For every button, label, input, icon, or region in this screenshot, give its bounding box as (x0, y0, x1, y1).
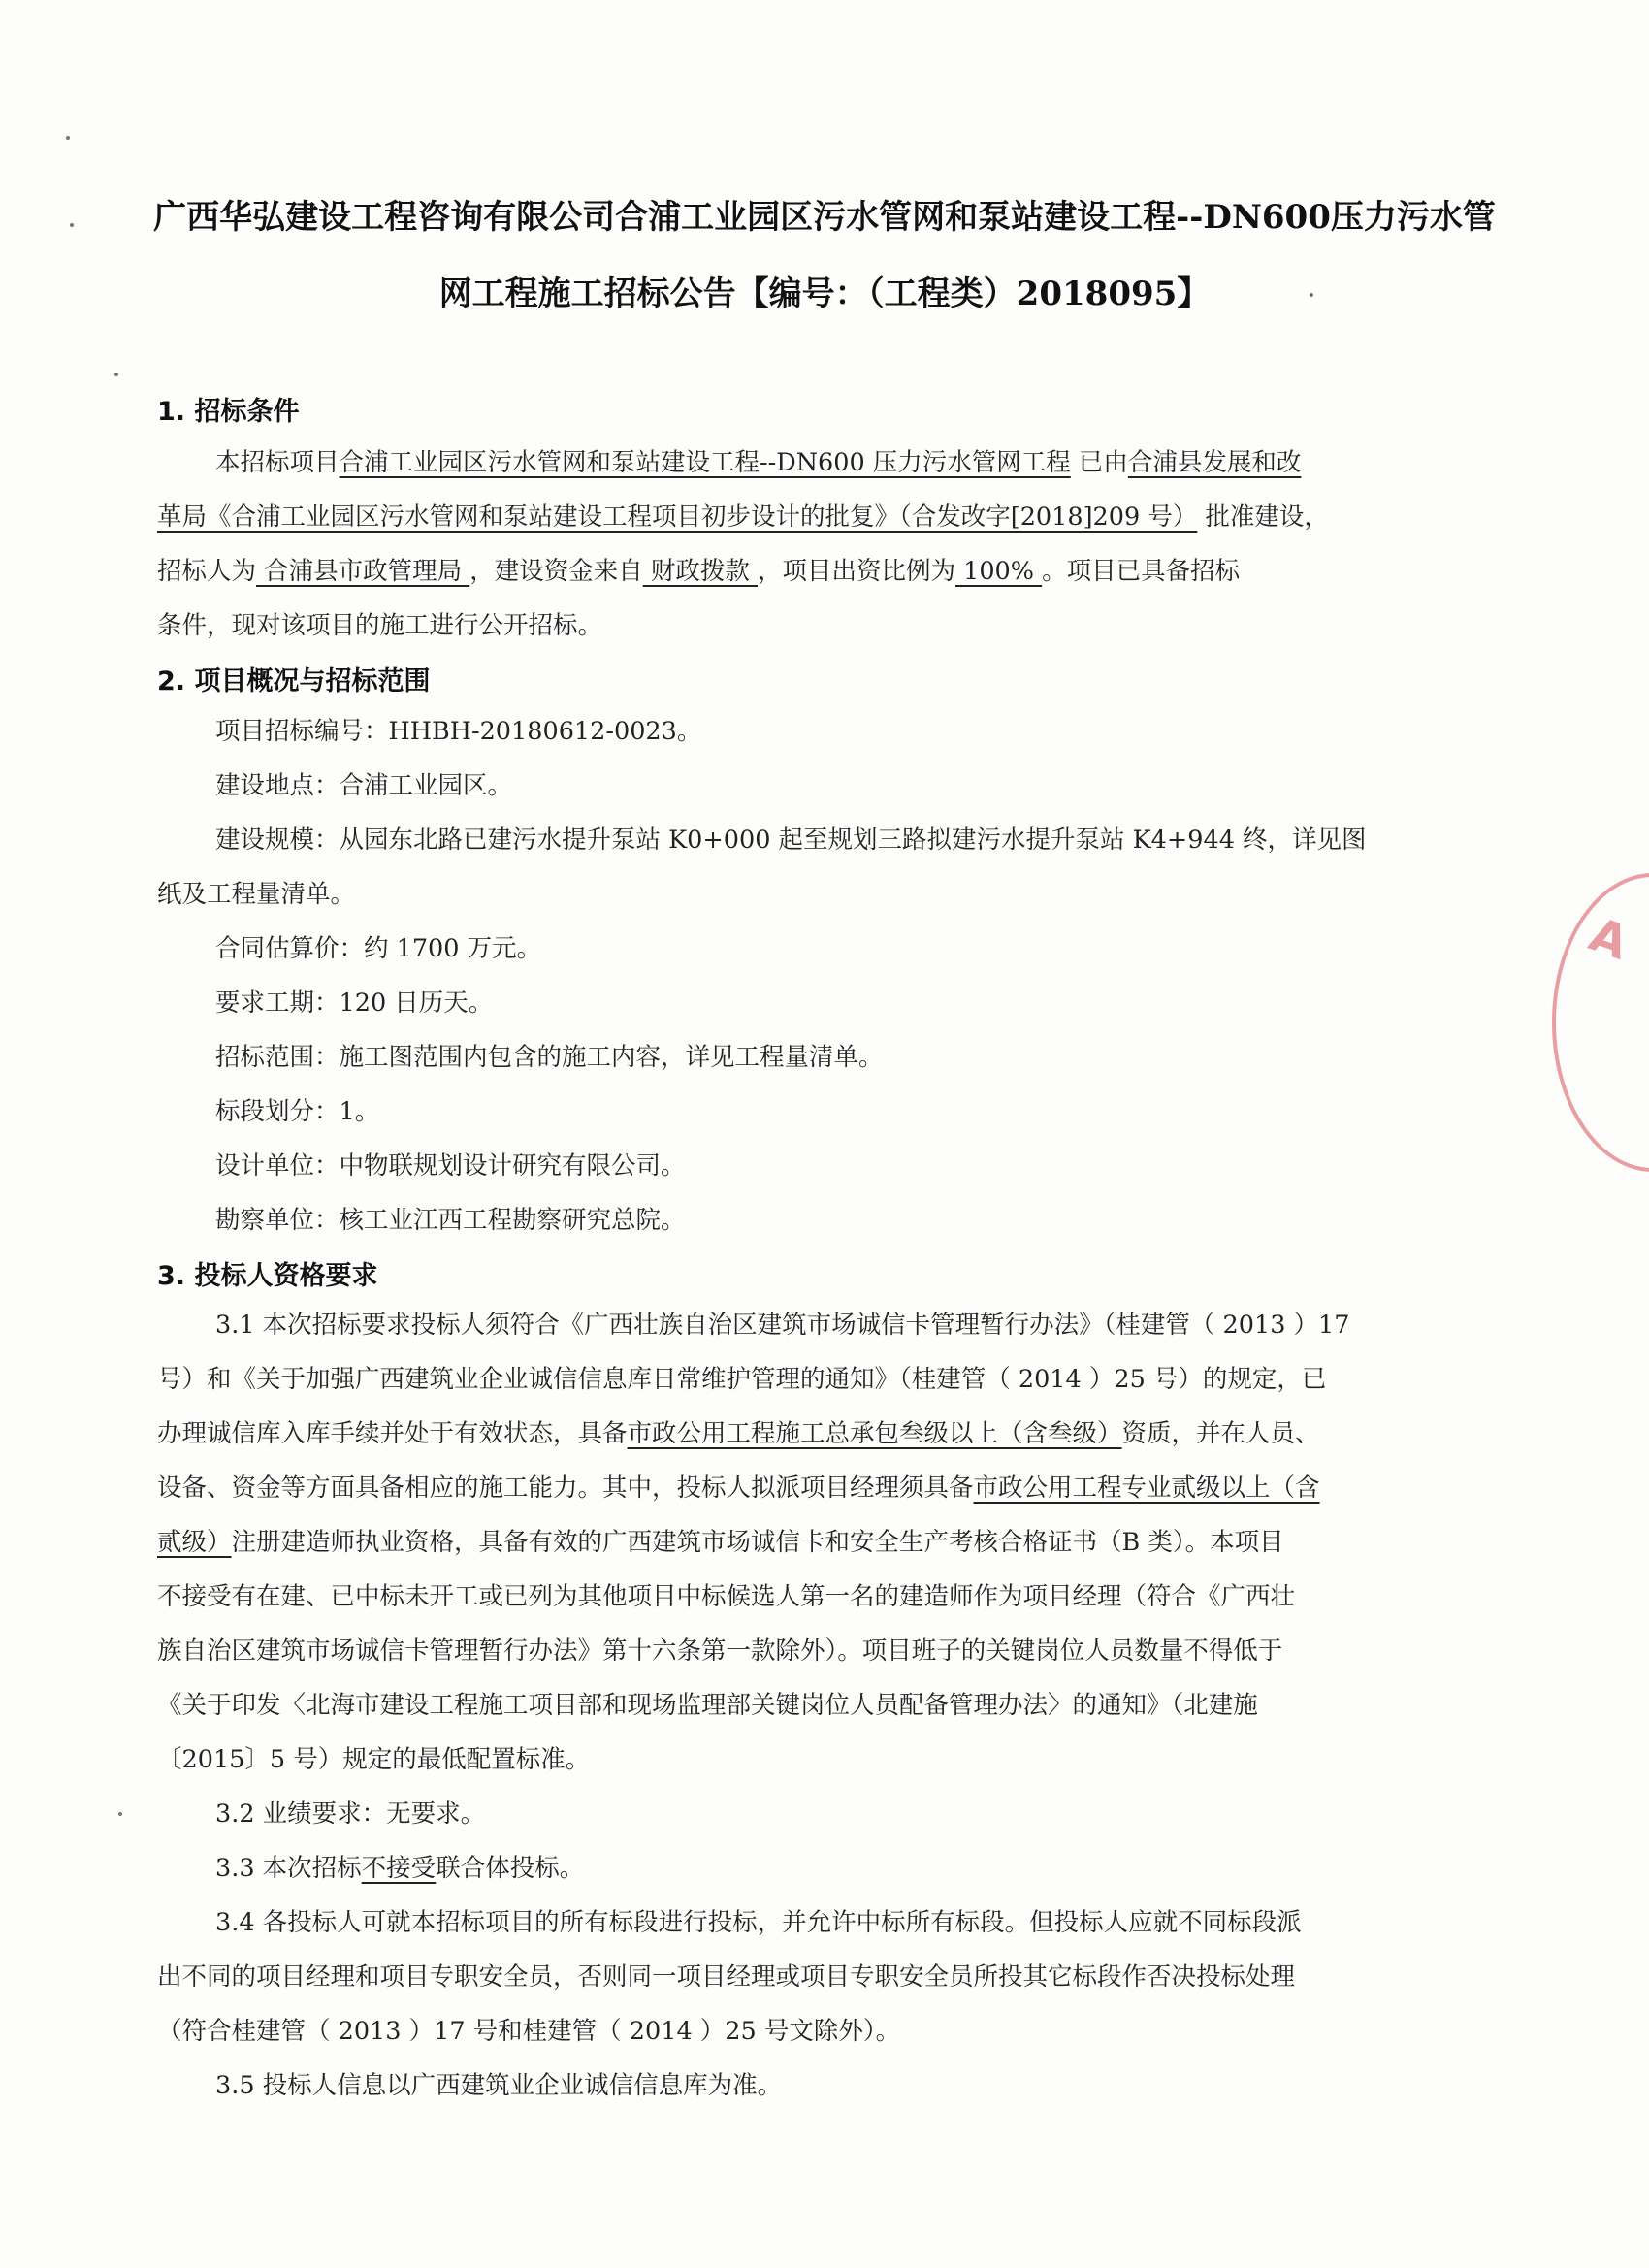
construction-scale-line-1: 建设规模：从园东北路已建污水提升泵站 K0+000 起至规划三路拟建污水提升泵站 K4+944 终，详见图 (215, 826, 1367, 855)
scan-speck (70, 223, 74, 227)
contract-estimate: 合同估算价：约 1700 万元。 (215, 934, 542, 963)
text: 办理诚信库入库手续并处于有效状态，具备 (157, 1419, 628, 1448)
manager-qualification-cont: 贰级） (157, 1528, 232, 1557)
section-1-line-4: 条件，现对该项目的施工进行公开招标。 (157, 611, 603, 640)
text: 注册建造师执业资格，具备有效的广西建筑市场诚信卡和安全生产考核合格证书（B 类）。本项目 (231, 1528, 1284, 1557)
section-3-heading: 3. 投标人资格要求 (157, 1261, 378, 1291)
section-1-line-1 (215, 436, 1301, 490)
clause-3-4-line-1: 3.4 各投标人可就本招标项目的所有标段进行投标，并允许中标所有标段。但投标人应就不同标段派 (215, 1908, 1302, 1937)
manager-qualification: 市政公用工程专业贰级以上（含 (973, 1474, 1320, 1503)
clause-3-1-line-2: 号）和《关于加强广西建筑业企业诚信信息库日常维护管理的通知》（桂建管（ 2014 ）25 号）的规定，已 (157, 1365, 1327, 1394)
text: 本招标项目 (215, 448, 340, 477)
text: 3.3 本次招标 (215, 1854, 362, 1883)
clause-3-5: 3.5 投标人信息以广西建筑业企业诚信信息库为准。 (215, 2071, 783, 2100)
design-unit: 设计单位：中物联规划设计研究有限公司。 (215, 1151, 686, 1181)
tenderer: 合浦县市政管理局 (256, 557, 470, 586)
construction-location: 建设地点：合浦工业园区。 (215, 771, 513, 800)
text: 资质，并在人员、 (1121, 1419, 1320, 1448)
text: 批准建设， (1197, 502, 1329, 532)
clause-3-3 (215, 1841, 584, 1895)
section-1-line-2 (157, 490, 1329, 544)
text: 设备、资金等方面具备相应的施工能力。其中，投标人拟派项目经理须具备 (157, 1474, 974, 1503)
text: ，建设资金来自 (469, 557, 643, 586)
survey-unit: 勘察单位：核工业江西工程勘察研究总院。 (215, 1206, 686, 1235)
funding-source: 财政拨款 (642, 557, 758, 586)
section-2-heading: 2. 项目概况与招标范围 (157, 666, 431, 697)
red-seal-mark: A (1582, 907, 1635, 971)
approval-authority: 合浦县发展和改 (1127, 448, 1302, 477)
clause-3-1-line-8: 《关于印发〈北海市建设工程施工项目部和现场监理部关键岗位人员配备管理办法〉的通知》（北建施 (157, 1691, 1258, 1720)
tender-code: 项目招标编号：HHBH-20180612-0023。 (215, 717, 702, 746)
project-name: 合浦工业园区污水管网和泵站建设工程--DN600 压力污水管网工程 (339, 448, 1071, 477)
text: 。项目已具备招标 (1042, 557, 1241, 586)
text: 已由 (1070, 448, 1128, 477)
clause-3-1-line-1: 3.1 本次招标要求投标人须符合《广西壮族自治区建筑市场诚信卡管理暂行办法》（桂建管（ 2013 ）17 (215, 1311, 1350, 1340)
approval-document: 革局《合浦工业园区污水管网和泵站建设工程项目初步设计的批复》（合发改字[2018]209 号） (157, 502, 1198, 532)
scan-speck (1310, 293, 1313, 297)
clause-3-1-line-7: 族自治区建筑市场诚信卡管理暂行办法》第十六条第一款除外）。项目班子的关键岗位人员数量不得低于 (157, 1636, 1283, 1666)
clause-3-1-line-9: 〔2015〕5 号）规定的最低配置标准。 (157, 1745, 591, 1774)
lot-division: 标段划分：1。 (215, 1097, 380, 1126)
text: 联合体投标。 (436, 1854, 585, 1883)
required-period: 要求工期：120 日历天。 (215, 988, 494, 1018)
clause-3-2: 3.2 业绩要求：无要求。 (215, 1799, 486, 1829)
clause-3-4-line-3: （符合桂建管（ 2013 ）17 号和桂建管（ 2014 ）25 号文除外）。 (157, 2017, 901, 2046)
clause-3-1-line-6: 不接受有在建、已中标未开工或已列为其他项目中标候选人第一名的建造师作为项目经理（符合《广西壮 (157, 1582, 1296, 1611)
text: ，项目出资比例为 (757, 557, 955, 586)
text: 招标人为 (157, 557, 257, 586)
section-1-line-3 (157, 544, 1240, 599)
scan-speck (66, 136, 70, 140)
consortium-not-accepted: 不接受 (361, 1854, 436, 1883)
construction-scale-line-2: 纸及工程量清单。 (157, 880, 356, 909)
title-line-1: 广西华弘建设工程咨询有限公司合浦工业园区污水管网和泵站建设工程--DN600压力污水管 (153, 198, 1496, 237)
scan-speck (114, 373, 118, 376)
funding-ratio: 100% (954, 557, 1043, 586)
qualification-requirement: 市政公用工程施工总承包叁级以上（含叁级） (627, 1419, 1122, 1448)
clause-3-1-line-5 (157, 1515, 1284, 1570)
clause-3-1-line-4 (157, 1461, 1320, 1515)
clause-3-4-line-2: 出不同的项目经理和项目专职安全员，否则同一项目经理或项目专职安全员所投其它标段作否决投标处理 (157, 1962, 1296, 1992)
title-line-2: 网工程施工招标公告【编号：（工程类）2018095】 (438, 275, 1211, 313)
tender-scope: 招标范围：施工图范围内包含的施工内容，详见工程量清单。 (215, 1043, 884, 1072)
clause-3-1-line-3 (157, 1407, 1320, 1461)
scan-speck (118, 1812, 122, 1816)
section-1-heading: 1. 招标条件 (157, 397, 300, 427)
